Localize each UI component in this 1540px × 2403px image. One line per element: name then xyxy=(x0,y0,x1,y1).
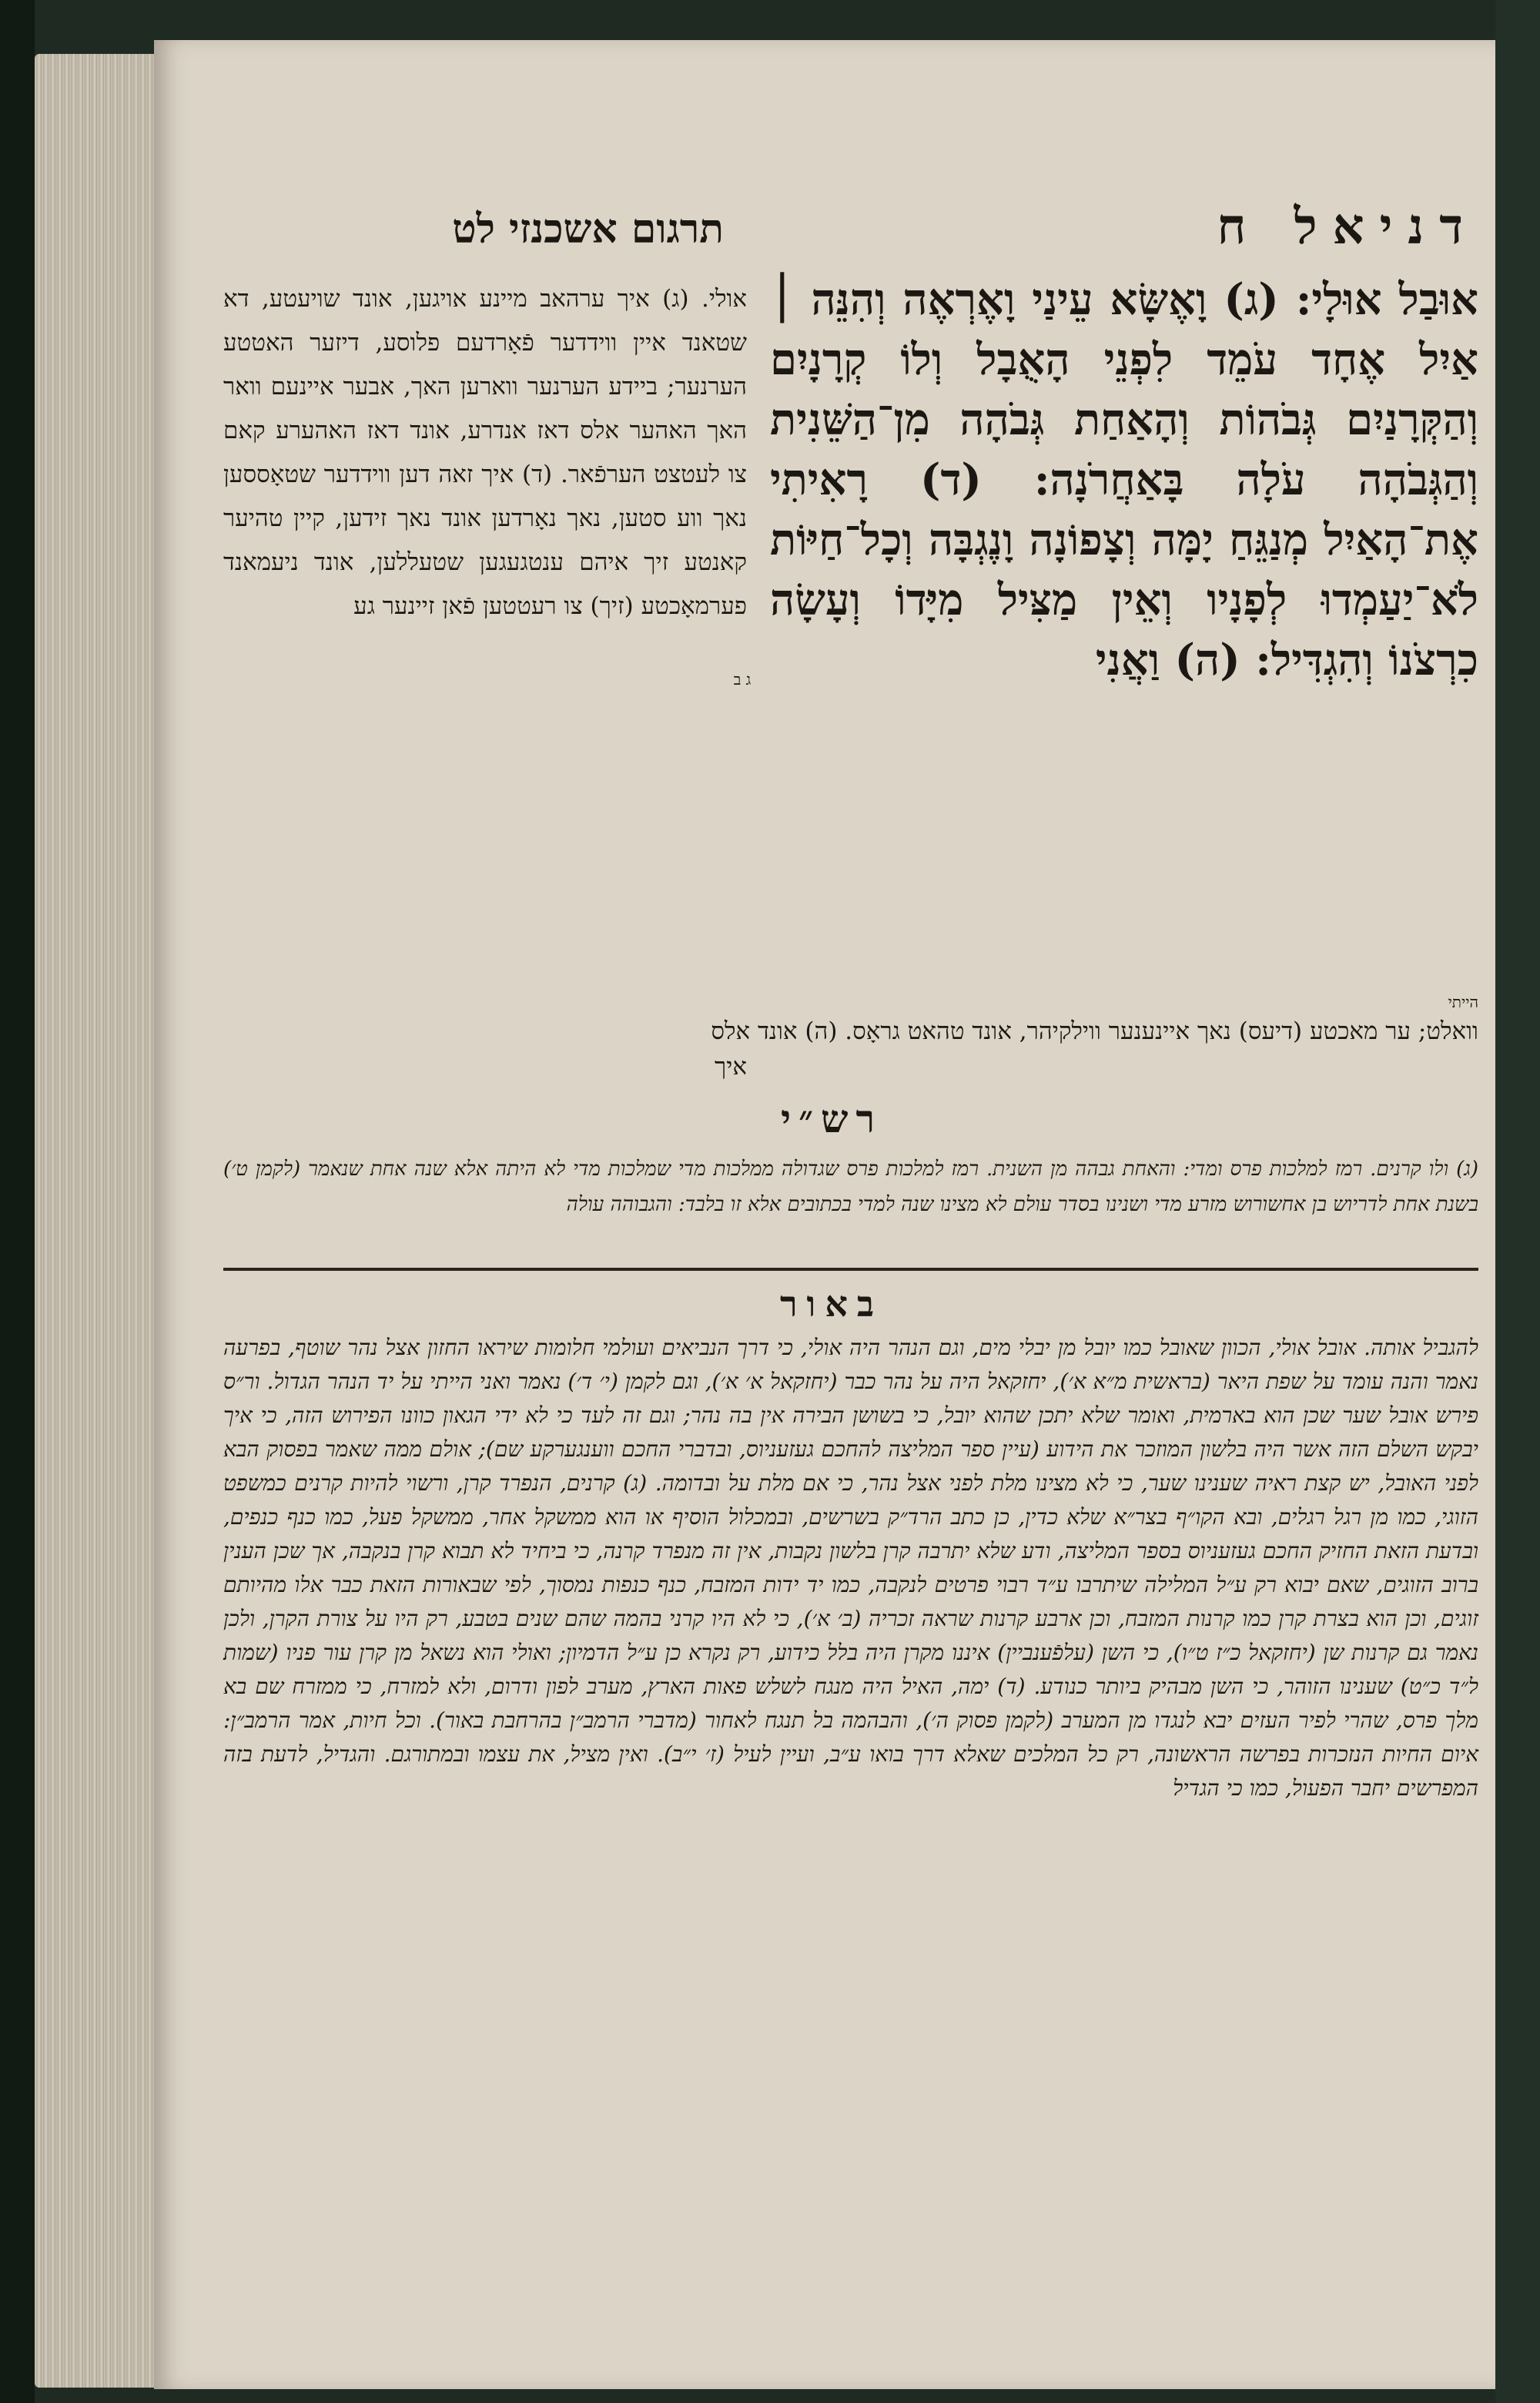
translation-tail: איך xyxy=(715,1053,747,1081)
translation-title: תרגום אשכנזי לט xyxy=(452,206,724,253)
biur-commentary: להגביל אותה. אובל אולי, הכוון שאובל כמו יובל מן יבלי מים, וגם הנהר היה אולי, כי דרך הנביאים ועולמי חלומות שיראו החזון אצל נהר שוטף, בפרעה נאמר והנה עומד על שפת היאר (בראשית מ״א א׳), יחזקאל היה על נהר כבר (יחזקאל א׳ א׳), וגם לקמן (י׳ ד׳) נאמר ואני הייתי על יד הנהר הגדול. ור״ס פירש אובל שער שכן הוא בארמית, ואומר שלא יתכן שהוא יובל, כי בשושן הבירה אין בה נהר; וגם זה לעד כי לא ידי הגאון כוונו הפירוש הזה, כי איך יבקש השלם הזה אשר היה בלשון המוזכר את הידוע (עיין ספר המליצה להחכם געזעניוס, ובדברי החכם ווענגערקע שם); אולם ממה שאמר בפסוק הבא לפני האובל, יש קצת ראיה שענינו שער, כי לא מצינו מלת לפני אצל נהר, כי אם מלת על ובדומה. (ג) קרנים, הנפרד קרן, ורשוי להיות קרנים כמשפט הזוגי, כמו מן רגל רגלים, ובא הקו״ף בצר״א שלא כדין, כן כתב הרד״ק בשרשים, ובמכלול הוסיף או הוא ממשקל אחר, ממשקל פעל, כמו כנף כנפים, ובדעת הזאת החזיק החכם געזעניוס בספר המליצה, ודע שלא יתרבה קרן בלשון נקבות, אין זה מנפרד קרנה, כי ביחיד לא תבוא קרן בנקבה, אך שכן הענין ברוב הזוגים, שאם יבוא רק ע״ל המלילה שיתרבו ע״ד רבוי פרטים לנקבה, כמו יד ידות המזבח, כנף כנפות נמסוך, לפי שבאורות הזאת כבר אלו מהיותם זוגים, וכן הוא בצרת קרן כמו קרנות המזבח, וכן ארבע קרנות שראה זכריה (ב׳ א׳), כי לא היו קרני בהמה שהם שנים בטבע, רק היו על צורת הקרן, ולכן נאמר גם קרנות שן (יחזקאל כ״ז ט״ו), כי השן (עלפֿענביין) איננו מקרן היה בלל כידוע, רק נקרא כן ע״ל הדמיון; ואולי הוא נשאל מן קרן עור פניו (שמות ל״ד כ״ט) שענינו הזוהר, כי השן מבהיק ביותר כנודע. (ד) ימה, האיל היה מנגח לשלש פאות הארץ, מערב לפון ודרום, ולא למזרח, כי ממזרח שם בא מלך פרס, שהרי לפיר העזים יבא לנגדו מן המערב (לקמן פסוק ה׳), והבהמה בל תנגח לאחור (מדברי הרמב״ן בהרחבת באור). וכל חיות, אמר הרמב״ן: איום החיות הנזכרות בפרשה הראשונה, רק כל המלכים שאלא דרך בואו ע״ב, ועיין לעיל (ז׳ י״ב). ואין מציל, את עצמו ובמתורגם. והגדיל, לדעת בזה המפרשים יחבר הפעול, כמו כי הגדיל xyxy=(223,1335,1479,1801)
biur-heading: באור xyxy=(779,1283,884,1325)
rashi-commentary: (ג) ולו קרנים. רמז למלכות פרס ומדי: והאחת גבהה מן השנית. רמז למלכות פרס שגדולה ממלכות מדי שמלכות מדי לא היתה אלא שנה אחת שנאמר (לקמן ט׳) בשנת אחת לדריוש בן אחשורוש מזרע מדי ושנינו בסדר עולם לא מצינו שנה למדי בכתובים אלא זו בלבד: והגבוהה עולה xyxy=(223,1158,1478,1216)
text-area xyxy=(223,193,1478,2318)
divider-rule xyxy=(223,1268,1478,1271)
binding-shadow xyxy=(1495,0,1540,2403)
running-title: דניאל ח xyxy=(1217,198,1478,256)
scripture-text: אוּבַל אוּלָי: (ג) וָאֶשָּׂא עֵינַי וָאֶרְאֶה וְהִנֵּה ׀ אַיִל אֶחָד עֹמֵד לִפְנֵי הָאֻבָל וְלוֹ קְרָנָיִם וְהַקְּרָנַיִם גְּבֹהוֹת וְהָאַחַת גְּבֹהָה מִן־הַשֵּׁנִית וְהַגְּבֹהָה עֹלָה בָּאַחֲרֹנָה: (ד) רָאִיתִי אֶת־הָאַיִל מְנַגֵּחַ יָמָּה וְצָפוֹנָה וָנֶגְבָּה וְכָל־חַיּוֹת לֹא־יַעַמְדוּ לְפָנָיו וְאֵין מַצִּיל מִיָּדוֹ וְעָשָׂה כִרְצֹנוֹ וְהִגְדִּיל: (ה) וַאֲנִי xyxy=(770,274,1478,685)
scan-background xyxy=(0,0,35,2403)
margin-note: ג ב xyxy=(733,670,752,689)
translation-continuation: וואלט; ער מאכטע (דיעס) נאך איינענער ווילקיהר, אונד טהאט גראָס. (ה) אונד אלס xyxy=(711,1017,1478,1045)
rashi-heading: רש״י xyxy=(780,1096,883,1141)
catchword: הייתי xyxy=(1448,993,1478,1011)
translation-column: אולי. (ג) איך ערהאב מיינע אויגען, אונד שויעטע, דא שטאנד איין ווידדער פֿאָרדעם פלוסע, דיזער האטטע הערנער; ביידע הערנער ווארען האך, אבער איינעם וואר האך האהער אלס דאז אנדרע, אונד דאז האהערע קאם צו לעטצט הערפֿאר. (ד) איך זאה דען ווידדער שטאָססען נאך ווע סטען, נאך נאָרדען אונד נאך זידען, קיין טהיער קאנטע זיך איהם ענטגעגען שטעללען, אונד ניעמאנד פערמאָכטע (זיך) צו רעטטען פֿאן זיינער גע xyxy=(223,285,747,620)
